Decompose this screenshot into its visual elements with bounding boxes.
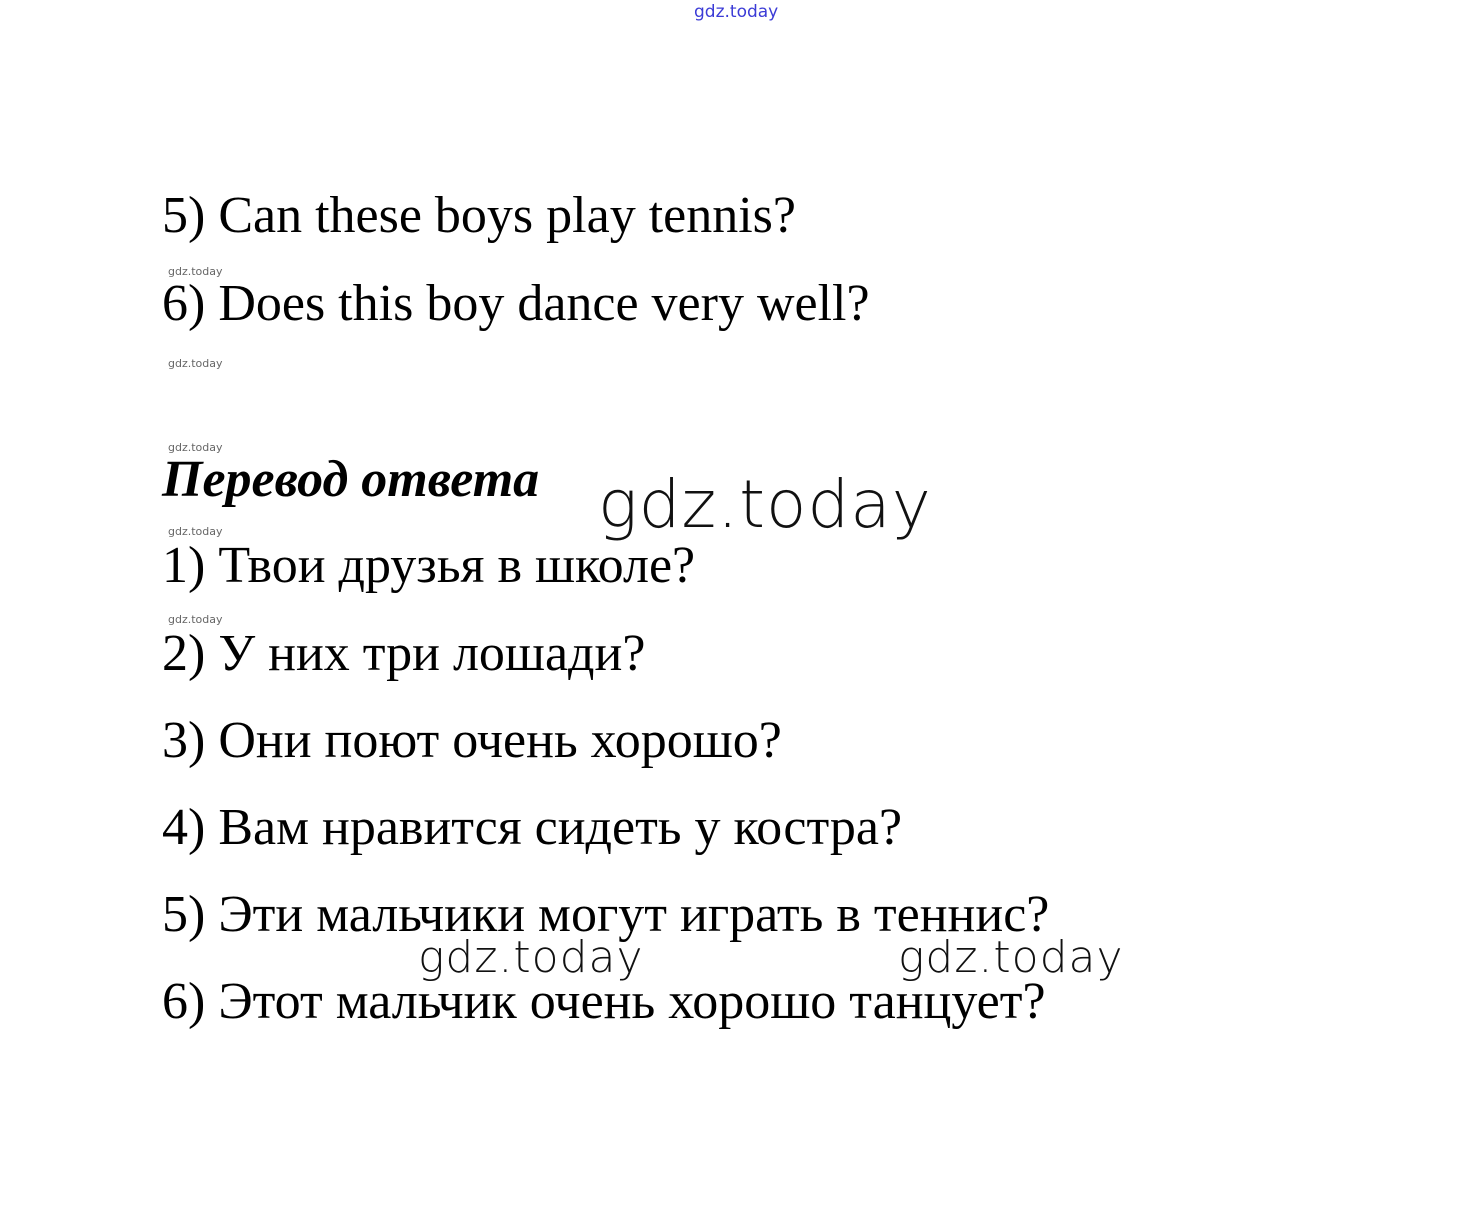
translation-line-5: 5) Эти мальчики могут играть в теннис? bbox=[162, 886, 1050, 943]
watermark-small: gdz.today bbox=[168, 525, 223, 538]
watermark-top: gdz.today bbox=[694, 2, 779, 22]
translation-heading: Перевод ответа bbox=[162, 451, 540, 508]
watermark-small: gdz.today bbox=[168, 613, 223, 626]
translation-line-1: 1) Твои друзья в школе? bbox=[162, 537, 696, 594]
watermark-large: gdz.today bbox=[598, 466, 932, 543]
translation-line-3: 3) Они поют очень хорошо? bbox=[162, 712, 782, 769]
watermark-large: gdz.today bbox=[898, 932, 1124, 983]
answer-line-5: 5) Can these boys play tennis? bbox=[162, 187, 796, 244]
translation-line-2: 2) У них три лошади? bbox=[162, 625, 646, 682]
answer-line-6: 6) Does this boy dance very well? bbox=[162, 275, 870, 332]
watermark-small: gdz.today bbox=[168, 357, 223, 370]
watermark-small: gdz.today bbox=[168, 265, 223, 278]
watermark-small: gdz.today bbox=[168, 441, 223, 454]
watermark-large: gdz.today bbox=[418, 932, 644, 983]
translation-line-6: 6) Этот мальчик очень хорошо танцует? bbox=[162, 973, 1046, 1030]
translation-line-4: 4) Вам нравится сидеть у костра? bbox=[162, 799, 903, 856]
